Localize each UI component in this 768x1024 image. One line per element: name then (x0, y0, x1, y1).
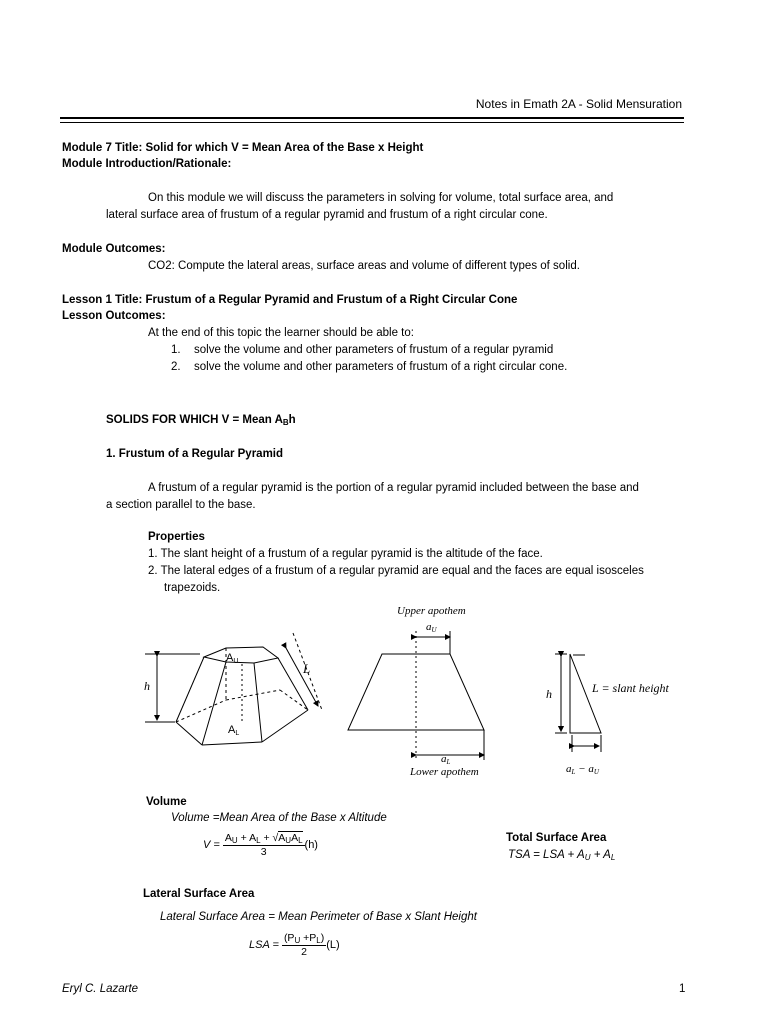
a-u-label: aU (426, 621, 437, 634)
lateral-edge-1 (176, 657, 204, 722)
volume-desc: Volume =Mean Area of the Base x Altitude (171, 812, 387, 824)
property-2: 2. The lateral edges of a frustum of a regular pyramid are equal and the faces are equal isosceles (148, 565, 644, 577)
height-label: h (144, 679, 150, 693)
lesson-item-2-num: 2. (171, 361, 181, 373)
lesson-intro: At the end of this topic the learner should be able to: (148, 327, 414, 339)
module-outcomes-heading: Module Outcomes: (62, 243, 166, 255)
header-title: Notes in Emath 2A - Solid Mensuration (475, 97, 682, 111)
lower-apothem-label: Lower apothem (410, 766, 479, 778)
frustum-def-line1: A frustum of a regular pyramid is the portion of a regular pyramid included between the base and (148, 482, 639, 494)
trapezoid-face-figure (348, 631, 484, 760)
lesson-item-2-text: solve the volume and other parameters of frustum of a right circular cone. (194, 361, 568, 373)
footer-author: Eryl C. Lazarte (62, 983, 139, 995)
properties-heading: Properties (148, 531, 205, 543)
module-outcome: CO2: Compute the lateral areas, surface areas and volume of different types of solid. (148, 260, 580, 272)
slant-label: L (303, 661, 311, 676)
bottom-edge-1 (176, 722, 202, 745)
slant-triangle-figure (560, 654, 601, 752)
lsa-formula: LSA = $\frac{(P_U +P_L)}{2}$ (L) (249, 932, 340, 958)
hidden-edge-1 (176, 700, 226, 722)
top-face (204, 647, 278, 663)
module-intro-line2: lateral surface area of frustum of a regular pyramid and frustum of a right circular cone. (106, 209, 548, 221)
frustum-def-line2: a section parallel to the base. (106, 499, 256, 511)
a-l-label: aL (441, 753, 451, 766)
apothem-diff-label: aL − aU (566, 763, 599, 776)
module-title: Module 7 Title: Solid for which V = Mean Area of the Base x Height (62, 142, 424, 154)
h2-label: h (546, 687, 552, 701)
upper-area-label: AU (226, 652, 239, 665)
lower-area-label: AL (228, 724, 240, 737)
slant-height-label: L = slant height (592, 681, 669, 695)
lsa-heading: Lateral Surface Area (143, 888, 255, 900)
property-2-cont: trapezoids. (164, 582, 221, 594)
lsa-desc: Lateral Surface Area = Mean Perimeter of Base x Slant Height (160, 911, 477, 923)
volume-formula: V = $\frac{A_U + A_L + √A_UA_L}{3}$ (h) (203, 832, 318, 858)
bottom-edge-2 (202, 742, 262, 745)
module-intro-heading: Module Introduction/Rationale: (62, 158, 232, 170)
hidden-edge-3 (280, 690, 308, 710)
volume-fraction: $\frac{A_U + A_L + √A_UA_L}{3}$ (224, 832, 303, 858)
lateral-edge-3 (254, 663, 262, 742)
module-intro-line1: On this module we will discuss the parameters in solving for volume, total surface area, and (148, 192, 614, 204)
property-1: 1. The slant height of a frustum of a regular pyramid is the altitude of the face. (148, 548, 543, 560)
lesson-item-1-text: solve the volume and other parameters of frustum of a regular pyramid (194, 344, 554, 356)
bottom-edge-3 (262, 710, 308, 742)
volume-heading: Volume (146, 796, 187, 808)
tsa-formula: TSA = LSA + $A_U + A_L$ (508, 849, 616, 862)
upper-apothem-label: Upper apothem (397, 605, 466, 617)
solids-heading: SOLIDS FOR WHICH V = Mean $A_Bh$ (106, 414, 296, 427)
frustum-heading: 1. Frustum of a Regular Pyramid (106, 448, 284, 460)
hidden-edge-2 (226, 690, 280, 700)
lesson-item-1-num: 1. (171, 344, 181, 356)
lsa-fraction: $\frac{(P_U +P_L)}{2}$ (283, 932, 325, 958)
page-number: 1 (679, 983, 686, 995)
lateral-edge-2 (202, 662, 226, 745)
lesson-outcomes-heading: Lesson Outcomes: (62, 310, 166, 322)
tsa-heading: Total Surface Area (506, 832, 607, 844)
lesson-title: Lesson 1 Title: Frustum of a Regular Pyramid and Frustum of a Right Circular Cone (62, 294, 518, 306)
